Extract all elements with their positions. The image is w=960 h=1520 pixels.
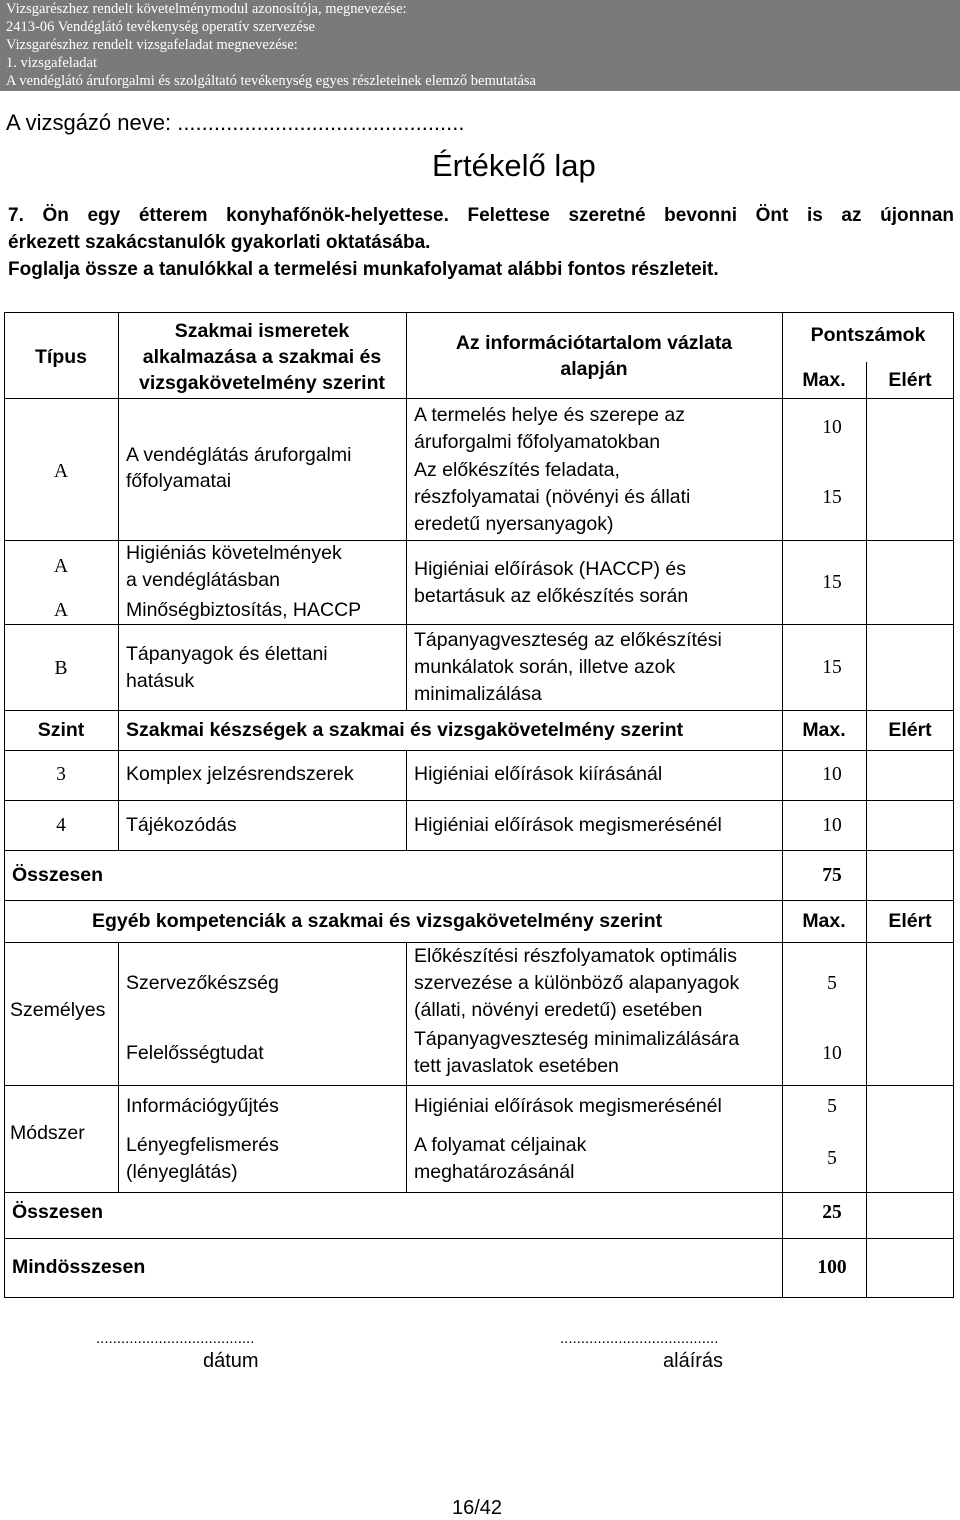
header-max: Max. xyxy=(802,369,846,391)
skill-name: Felelősségtudat xyxy=(126,1042,264,1064)
info-line: munkálatok során, illetve azok xyxy=(414,656,676,678)
table-line xyxy=(4,1238,954,1239)
header-line-5: A vendéglátó áruforgalmi és szolgáltató tevékenység egyes részleteinek elemző bemutatása xyxy=(6,73,536,89)
task-line-2: érkezett szakácstanulók gyakorlati oktatásába. xyxy=(8,232,431,253)
table-line xyxy=(4,710,954,711)
table-line xyxy=(406,942,407,1192)
info-line: részfolyamatai (növényi és állati xyxy=(414,486,691,508)
header-line-2: 2413-06 Vendéglátó tevékenység operatív szervezése xyxy=(6,19,315,35)
max-value: 10 xyxy=(822,815,842,836)
table-line xyxy=(4,1085,954,1086)
header-info-2: alapján xyxy=(560,358,628,380)
max-value: 10 xyxy=(822,1043,842,1064)
max-value: 5 xyxy=(827,1096,837,1117)
signature-label: aláírás xyxy=(663,1350,724,1372)
info-line: eredetű nyersanyagok) xyxy=(414,513,614,535)
desc-line: Előkészítési részfolyamatok optimális xyxy=(414,945,737,967)
skill-line: Tápanyagok és élettani xyxy=(126,643,328,665)
grand-total-label: Mindösszesen xyxy=(12,1256,146,1278)
table-line xyxy=(4,850,954,851)
header-szakmai-1: Szakmai ismeretek xyxy=(174,320,350,342)
max-value: 10 xyxy=(822,417,842,438)
skill-line: főfolyamatai xyxy=(126,470,232,492)
header-szakmai-2: alkalmazása a szakmai és xyxy=(142,346,382,368)
signature-dots: ...................................... xyxy=(560,1330,719,1347)
table-line xyxy=(118,942,119,1192)
row-szint: 3 xyxy=(56,764,66,785)
desc-line: Tápanyagveszteség minimalizálására xyxy=(414,1028,740,1050)
header-line-4: 1. vizsgafeladat xyxy=(6,55,97,71)
table-line xyxy=(4,900,954,901)
max-value: 15 xyxy=(822,657,842,678)
table-line xyxy=(4,800,954,801)
skill-desc: Higiéniai előírások kiírásánál xyxy=(414,763,663,785)
max-value: 15 xyxy=(822,572,842,593)
row-tipus: B xyxy=(54,658,68,679)
skill-name: Tájékozódás xyxy=(126,814,237,836)
row-tipus: A xyxy=(53,461,69,482)
info-line: Tápanyagveszteség az előkészítési xyxy=(414,629,722,651)
subtotal-value: 25 xyxy=(822,1202,842,1223)
max-value: 5 xyxy=(827,1148,837,1169)
subtotal-label: Összesen xyxy=(12,864,104,886)
table-line xyxy=(4,1192,954,1193)
skill-name: (lényeglátás) xyxy=(126,1161,238,1183)
page-number: 16/42 xyxy=(452,1497,503,1519)
page-title: Értékelő lap xyxy=(432,148,596,183)
task-line-3: Foglalja össze a tanulókkal a termelési munkafolyamat alábbi fontos részleteit. xyxy=(8,259,719,280)
header-pontszamok: Pontszámok xyxy=(810,324,926,346)
subtotal-value: 75 xyxy=(822,865,842,886)
task-line-1: 7. Ön egy étterem konyhafőnök-helyettese. Felettese szeretné bevonni Önt is az újonnan xyxy=(8,205,954,226)
table-line xyxy=(4,750,954,751)
header-szakmai-3: vizsgakövetelmény szerint xyxy=(138,372,386,394)
desc-line: meghatározásánál xyxy=(414,1161,575,1183)
table-line xyxy=(4,624,954,625)
max-value: 5 xyxy=(827,973,837,994)
header-line-3: Vizsgarészhez rendelt vizsgafeladat megnevezése: xyxy=(6,37,298,53)
header-elert: Elért xyxy=(888,910,932,932)
desc-line: Higiéniai előírások megismerésénél xyxy=(414,1095,722,1117)
info-line: Az előkészítés feladata, xyxy=(414,459,620,481)
info-line: Higiéniai előírások (HACCP) és xyxy=(414,558,687,580)
header-szint: Szint xyxy=(37,719,85,741)
desc-line: tett javaslatok esetében xyxy=(414,1055,619,1077)
header-max: Max. xyxy=(802,719,846,741)
skill-line: Minőségbiztosítás, HACCP xyxy=(126,599,362,621)
desc-line: szervezése a különböző alapanyagok xyxy=(414,972,740,994)
skill-line: a vendéglátásban xyxy=(126,569,280,591)
grand-total-value: 100 xyxy=(817,1257,847,1278)
skill-name: Komplex jelzésrendszerek xyxy=(126,763,354,785)
header-line-1: Vizsgarészhez rendelt követelménymodul azonosítója, megnevezése: xyxy=(6,1,407,17)
table-line xyxy=(118,750,119,850)
skill-line: hatásuk xyxy=(126,670,195,692)
desc-line: A folyamat céljainak xyxy=(414,1134,587,1156)
date-label: dátum xyxy=(203,1350,259,1372)
table-line xyxy=(406,750,407,850)
table-line xyxy=(4,398,954,399)
header-max: Max. xyxy=(802,910,846,932)
subtotal-label: Összesen xyxy=(12,1201,104,1223)
document-header xyxy=(0,0,960,91)
skill-desc: Higiéniai előírások megismerésénél xyxy=(414,814,722,836)
header-skills-title: Szakmai készségek a szakmai és vizsgakövetelmény szerint xyxy=(126,719,684,741)
candidate-name-line: A vizsgázó neve: ............................................... xyxy=(6,110,465,135)
header-info-1: Az információtartalom vázlata xyxy=(455,332,733,354)
info-line: betartásuk az előkészítés során xyxy=(414,585,689,607)
desc-line: (állati, növényi eredetű) esetében xyxy=(414,999,703,1021)
group-label-szemelyes: Személyes xyxy=(10,999,106,1021)
skill-name: Szervezőkészség xyxy=(126,972,279,994)
skill-name: Lényegfelismerés xyxy=(126,1134,279,1156)
group-label-modszer: Módszer xyxy=(10,1122,85,1144)
header-elert: Elért xyxy=(888,719,932,741)
skill-line: A vendéglátás áruforgalmi xyxy=(126,444,352,466)
max-value: 10 xyxy=(822,764,842,785)
row-szint: 4 xyxy=(56,815,66,836)
max-value: 15 xyxy=(822,487,842,508)
row-tipus: A xyxy=(53,556,69,577)
header-tipus: Típus xyxy=(35,346,87,368)
skill-line: Higiéniás követelmények xyxy=(126,542,342,564)
info-line: minimalizálása xyxy=(414,683,542,705)
header-competencies-title: Egyéb kompetenciák a szakmai és vizsgakövetelmény szerint xyxy=(92,910,663,932)
header-elert: Elért xyxy=(888,369,932,391)
date-dots: ...................................... xyxy=(96,1330,255,1347)
row-tipus: A xyxy=(53,600,69,621)
info-line: áruforgalmi főfolyamatokban xyxy=(414,431,661,453)
info-line: A termelés helye és szerepe az xyxy=(414,404,685,426)
skill-name: Információgyűjtés xyxy=(126,1095,279,1117)
